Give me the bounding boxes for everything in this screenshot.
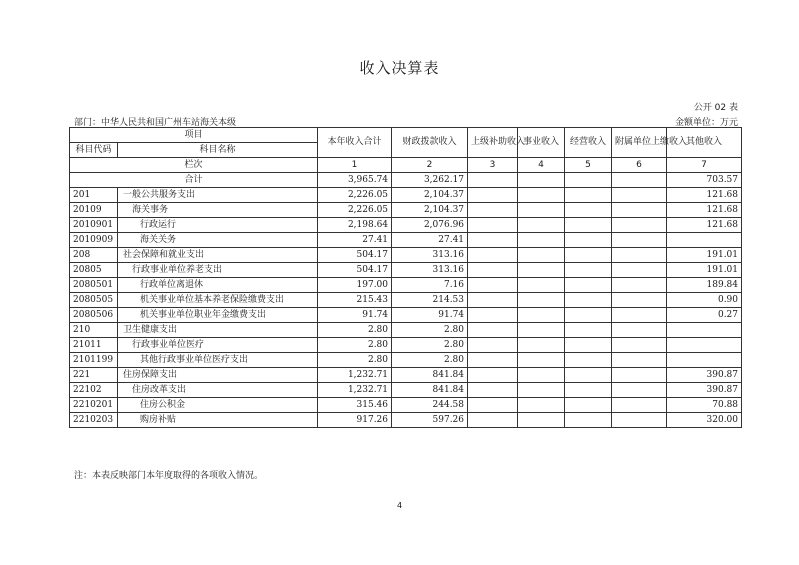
row-fiscal-cell: 244.58: [392, 398, 468, 413]
header-affiliated: 附属单位上缴收入: [612, 128, 667, 158]
row-superior-cell: [468, 398, 518, 413]
row-operating-cell: [565, 203, 612, 218]
row-operating-cell: [565, 323, 612, 338]
header-total: 本年收入合计: [318, 128, 392, 158]
row-business-cell: [518, 353, 565, 368]
row-business-cell: [518, 413, 565, 428]
row-operating-cell: [565, 263, 612, 278]
header-project: 项目: [70, 128, 318, 143]
row-fiscal-cell: 2.80: [392, 323, 468, 338]
row-code: 2010909: [70, 233, 118, 248]
column-label: 栏次: [70, 158, 318, 173]
row-operating-cell: [565, 248, 612, 263]
header-business: 事业收入: [518, 128, 565, 158]
row-superior-cell: [468, 263, 518, 278]
row-other-cell: 0.27: [667, 308, 742, 323]
row-other-cell: 189.84: [667, 278, 742, 293]
row-operating-cell: [565, 233, 612, 248]
row-total-cell: 27.41: [318, 233, 392, 248]
row-total-cell: 504.17: [318, 263, 392, 278]
row-affiliated-cell: [612, 293, 667, 308]
row-fiscal-cell: 313.16: [392, 263, 468, 278]
row-total-cell: 2,226.05: [318, 188, 392, 203]
row-name: 机关事业单位职业年金缴费支出: [118, 308, 318, 323]
row-code: 221: [70, 368, 118, 383]
row-fiscal-cell: 2.80: [392, 338, 468, 353]
row-business-cell: [518, 218, 565, 233]
header-superior: 上级补助收入: [468, 128, 518, 158]
row-business-cell: [518, 248, 565, 263]
table-row: [70, 308, 742, 323]
row-business-cell: [518, 293, 565, 308]
row-fiscal-cell: 2,104.37: [392, 188, 468, 203]
page-title: 收入决算表: [359, 59, 440, 77]
row-superior-cell: [468, 233, 518, 248]
row-total-cell: 1,232.71: [318, 368, 392, 383]
income-table: [69, 127, 742, 428]
row-business-cell: [518, 188, 565, 203]
row-business-cell: [518, 368, 565, 383]
row-fiscal-cell: 2,104.37: [392, 203, 468, 218]
table-row: [70, 248, 742, 263]
row-name: 住房改革支出: [118, 383, 318, 398]
row-name: 一般公共服务支出: [118, 188, 318, 203]
row-total-cell: 215.43: [318, 293, 392, 308]
header-operating: 经营收入: [565, 128, 612, 158]
table-row: [70, 398, 742, 413]
row-name: 海关事务: [118, 203, 318, 218]
row-other-cell: [667, 323, 742, 338]
row-fiscal-cell: 597.26: [392, 413, 468, 428]
row-operating-cell: [565, 353, 612, 368]
row-other-cell: 121.68: [667, 188, 742, 203]
row-operating-cell: [565, 338, 612, 353]
row-code: 2080506: [70, 308, 118, 323]
row-other-cell: [667, 353, 742, 368]
row-total-cell: 2.80: [318, 353, 392, 368]
row-name: 海关关务: [118, 233, 318, 248]
row-fiscal-cell: 27.41: [392, 233, 468, 248]
row-code: 210: [70, 323, 118, 338]
row-code: 21011: [70, 338, 118, 353]
row-business-cell: [518, 308, 565, 323]
row-fiscal-cell: 91.74: [392, 308, 468, 323]
form-number: 公开 02 表: [693, 103, 738, 113]
row-affiliated-cell: [612, 323, 667, 338]
row-other-cell: 320.00: [667, 413, 742, 428]
row-code: 201: [70, 188, 118, 203]
row-superior-cell: [468, 188, 518, 203]
row-operating-cell: [565, 413, 612, 428]
column-number: 1: [318, 158, 392, 173]
row-other-cell: 390.87: [667, 368, 742, 383]
row-total-cell: 2.80: [318, 323, 392, 338]
row-affiliated-cell: [612, 398, 667, 413]
header-other: 其他收入: [667, 128, 742, 158]
table-row: [70, 293, 742, 308]
row-code: 22102: [70, 383, 118, 398]
row-affiliated-cell: [612, 308, 667, 323]
row-code: 20109: [70, 203, 118, 218]
unit-label: 金额单位：万元: [674, 118, 738, 128]
row-affiliated-cell: [612, 188, 667, 203]
row-operating-cell: [565, 218, 612, 233]
row-affiliated-cell: [612, 383, 667, 398]
row-superior-cell: [468, 218, 518, 233]
row-operating-cell: [565, 398, 612, 413]
row-other-cell: [667, 338, 742, 353]
row-name: 行政运行: [118, 218, 318, 233]
row-code: 2101199: [70, 353, 118, 368]
table-row: [70, 383, 742, 398]
table-note: 注：本表反映部门本年度取得的各项收入情况。: [74, 471, 264, 481]
table-row: [70, 218, 742, 233]
row-affiliated-cell: [612, 263, 667, 278]
table-row: [70, 203, 742, 218]
row-operating-cell: [565, 368, 612, 383]
row-business-cell: [518, 263, 565, 278]
row-total-cell: 315.46: [318, 398, 392, 413]
row-other-cell: 191.01: [667, 263, 742, 278]
total-cell: [518, 173, 565, 188]
row-code: 2010901: [70, 218, 118, 233]
row-operating-cell: [565, 188, 612, 203]
row-other-cell: 121.68: [667, 203, 742, 218]
column-number: 2: [392, 158, 468, 173]
row-code: 2080501: [70, 278, 118, 293]
row-superior-cell: [468, 338, 518, 353]
row-name: 行政事业单位医疗: [118, 338, 318, 353]
row-fiscal-cell: 841.84: [392, 383, 468, 398]
row-affiliated-cell: [612, 368, 667, 383]
row-total-cell: 504.17: [318, 248, 392, 263]
row-code: 2080505: [70, 293, 118, 308]
row-operating-cell: [565, 293, 612, 308]
column-number: 6: [612, 158, 667, 173]
row-total-cell: 2,226.05: [318, 203, 392, 218]
row-affiliated-cell: [612, 413, 667, 428]
table-row: [70, 278, 742, 293]
table-row: [70, 368, 742, 383]
row-business-cell: [518, 233, 565, 248]
row-fiscal-cell: 313.16: [392, 248, 468, 263]
row-code: 2210201: [70, 398, 118, 413]
row-business-cell: [518, 323, 565, 338]
row-total-cell: 1,232.71: [318, 383, 392, 398]
row-business-cell: [518, 203, 565, 218]
row-affiliated-cell: [612, 203, 667, 218]
total-label: 合计: [70, 173, 318, 188]
row-superior-cell: [468, 383, 518, 398]
table-row: [70, 338, 742, 353]
row-name: 卫生健康支出: [118, 323, 318, 338]
total-cell: 3,262.17: [392, 173, 468, 188]
table-row: [70, 233, 742, 248]
row-business-cell: [518, 383, 565, 398]
row-name: 社会保障和就业支出: [118, 248, 318, 263]
department-label: 部门：中华人民共和国广州车站海关本级: [74, 118, 237, 128]
header-code: 科目代码: [70, 143, 118, 158]
row-affiliated-cell: [612, 248, 667, 263]
header-name: 科目名称: [118, 143, 318, 158]
row-operating-cell: [565, 308, 612, 323]
page-number: 4: [396, 501, 403, 510]
row-other-cell: [667, 233, 742, 248]
row-business-cell: [518, 338, 565, 353]
row-total-cell: 2.80: [318, 338, 392, 353]
row-other-cell: 121.68: [667, 218, 742, 233]
row-name: 行政单位离退休: [118, 278, 318, 293]
row-affiliated-cell: [612, 353, 667, 368]
row-superior-cell: [468, 248, 518, 263]
row-other-cell: 390.87: [667, 383, 742, 398]
row-name: 住房公积金: [118, 398, 318, 413]
row-superior-cell: [468, 278, 518, 293]
row-total-cell: 917.26: [318, 413, 392, 428]
row-other-cell: 0.90: [667, 293, 742, 308]
row-code: 2210203: [70, 413, 118, 428]
row-fiscal-cell: 841.84: [392, 368, 468, 383]
row-superior-cell: [468, 293, 518, 308]
row-superior-cell: [468, 353, 518, 368]
row-name: 机关事业单位基本养老保险缴费支出: [118, 293, 318, 308]
row-total-cell: 197.00: [318, 278, 392, 293]
row-superior-cell: [468, 308, 518, 323]
row-fiscal-cell: 2.80: [392, 353, 468, 368]
table-row: [70, 263, 742, 278]
row-affiliated-cell: [612, 233, 667, 248]
total-cell: 703.57: [667, 173, 742, 188]
total-cell: [565, 173, 612, 188]
row-superior-cell: [468, 203, 518, 218]
column-number: 7: [667, 158, 742, 173]
total-cell: 3,965.74: [318, 173, 392, 188]
row-fiscal-cell: 7.16: [392, 278, 468, 293]
table-row: [70, 413, 742, 428]
row-operating-cell: [565, 383, 612, 398]
table-row: [70, 353, 742, 368]
total-cell: [612, 173, 667, 188]
row-other-cell: 191.01: [667, 248, 742, 263]
total-cell: [468, 173, 518, 188]
column-number: 5: [565, 158, 612, 173]
row-superior-cell: [468, 323, 518, 338]
row-business-cell: [518, 398, 565, 413]
row-fiscal-cell: 214.53: [392, 293, 468, 308]
row-name: 购房补贴: [118, 413, 318, 428]
column-number: 4: [518, 158, 565, 173]
row-business-cell: [518, 278, 565, 293]
row-name: 其他行政事业单位医疗支出: [118, 353, 318, 368]
table-row: [70, 323, 742, 338]
row-operating-cell: [565, 278, 612, 293]
row-other-cell: 70.88: [667, 398, 742, 413]
row-affiliated-cell: [612, 338, 667, 353]
row-total-cell: 91.74: [318, 308, 392, 323]
row-fiscal-cell: 2,076.96: [392, 218, 468, 233]
row-superior-cell: [468, 413, 518, 428]
total-row: [70, 173, 742, 188]
row-affiliated-cell: [612, 278, 667, 293]
row-code: 20805: [70, 263, 118, 278]
column-number: 3: [468, 158, 518, 173]
row-name: 住房保障支出: [118, 368, 318, 383]
row-total-cell: 2,198.64: [318, 218, 392, 233]
header-fiscal: 财政拨款收入: [392, 128, 468, 158]
table-row: [70, 188, 742, 203]
row-name: 行政事业单位养老支出: [118, 263, 318, 278]
row-affiliated-cell: [612, 218, 667, 233]
row-code: 208: [70, 248, 118, 263]
row-superior-cell: [468, 368, 518, 383]
